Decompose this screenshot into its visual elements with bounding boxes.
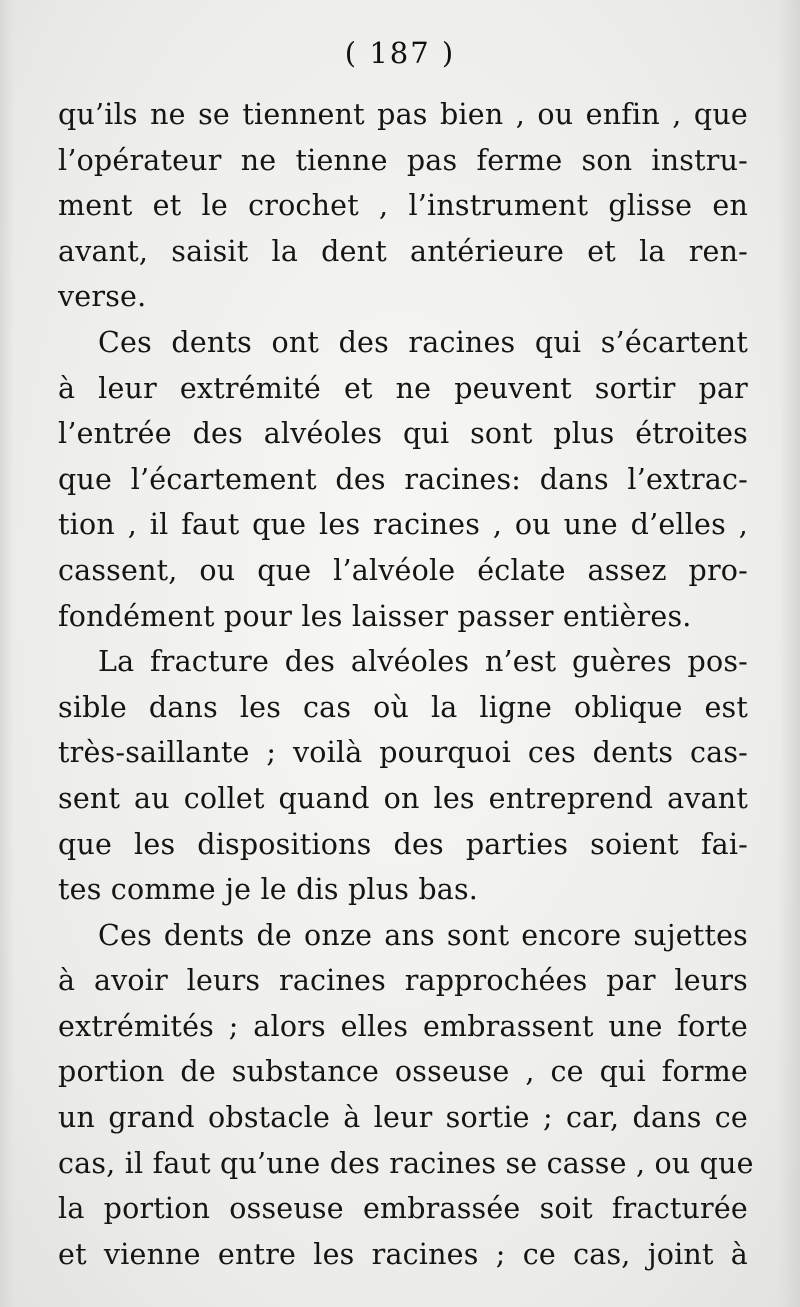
page-edge-shadow-right bbox=[778, 0, 800, 1307]
text-line: tion , il faut que les racines , ou une d’elles , bbox=[58, 508, 748, 542]
text-line: sent au collet quand on les entreprend avant bbox=[58, 781, 748, 815]
page-edge-shadow-left bbox=[0, 0, 14, 1307]
text-line: qu’ils ne se tiennent pas bien , ou enfin , que bbox=[58, 98, 748, 131]
text-line: ment et le crochet , l’instrument glisse en bbox=[58, 189, 748, 223]
text-line: l’opérateur ne tienne pas ferme son instru- bbox=[58, 143, 748, 177]
text-line: très-saillante ; voilà pourquoi ces dents cas- bbox=[58, 736, 748, 770]
body-text bbox=[58, 92, 754, 1277]
text-line: que les dispositions des parties soient fai- bbox=[58, 827, 748, 861]
text-line: extrémités ; alors elles embrassent une forte bbox=[58, 1009, 748, 1043]
text-line: tes comme je le dis plus bas. bbox=[58, 873, 479, 907]
text-line: fondément pour les laisser passer entières. bbox=[58, 599, 692, 633]
text-line: Ces dents de onze ans sont encore sujettes bbox=[98, 918, 748, 952]
text-line: à avoir leurs racines rapprochées par leurs bbox=[58, 964, 748, 998]
text-line: cas, il faut qu’une des racines se casse , ou que bbox=[58, 1146, 754, 1180]
text-line: la portion osseuse embrassée soit fracturée bbox=[58, 1192, 748, 1226]
text-line: Ces dents ont des racines qui s’écartent bbox=[98, 325, 748, 359]
text-line: sible dans les cas où la ligne oblique est bbox=[58, 690, 748, 724]
text-line: à leur extrémité et ne peuvent sortir par bbox=[58, 371, 748, 405]
text-line: que l’écartement des racines: dans l’extrac- bbox=[58, 462, 748, 496]
text-line: l’entrée des alvéoles qui sont plus étroites bbox=[58, 417, 748, 451]
text-line: un grand obstacle à leur sortie ; car, dans ce bbox=[58, 1101, 748, 1135]
text-line: avant, saisit la dent antérieure et la ren- bbox=[58, 234, 748, 268]
text-line: cassent, ou que l’alvéole éclate assez pro- bbox=[58, 553, 748, 587]
text-line: La fracture des alvéoles n’est guères pos- bbox=[98, 645, 748, 679]
text-line: portion de substance osseuse , ce qui forme bbox=[58, 1055, 748, 1089]
text-line: et vienne entre les racines ; ce cas, joint à bbox=[58, 1237, 748, 1271]
page-number: ( 187 ) bbox=[344, 36, 456, 70]
text-line: verse. bbox=[58, 280, 147, 314]
